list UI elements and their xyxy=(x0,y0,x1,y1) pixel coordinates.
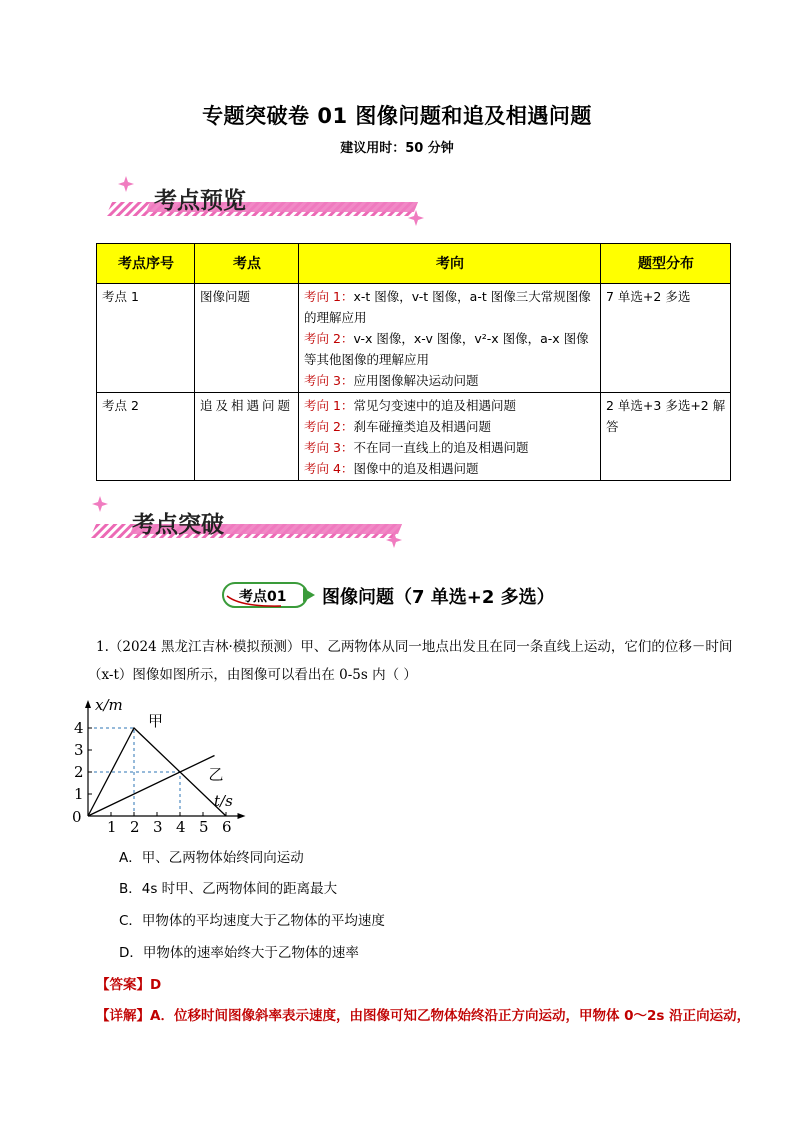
y-tick-label: 3 xyxy=(74,741,84,759)
series-line xyxy=(88,756,215,817)
series-label: 乙 xyxy=(208,765,224,784)
x-tick-label: 3 xyxy=(153,818,163,835)
y-axis-label: x/m xyxy=(95,696,123,714)
cell-topic: 图像问题 xyxy=(195,284,299,393)
x-tick-label: 2 xyxy=(130,818,140,835)
answer: 【答案】D xyxy=(96,977,162,993)
x-tick-label: 6 xyxy=(222,818,232,835)
direction-item: 考向 1：x-t 图像，v-t 图像，a-t 图像三大常规图像的理解应用 xyxy=(304,289,591,325)
origin-label: 0 xyxy=(72,808,82,826)
cell-directions xyxy=(299,393,601,481)
banner-decoration xyxy=(100,172,430,228)
direction-item: 考向 2：刹车碰撞类追及相遇问题 xyxy=(304,419,491,434)
table-header-row xyxy=(97,244,731,284)
banner-title: 考点突破 xyxy=(132,512,224,538)
sparkle-icon xyxy=(118,176,134,192)
x-tick-label: 5 xyxy=(199,818,209,835)
table-row xyxy=(97,284,731,393)
kaodian-tag xyxy=(221,580,317,610)
y-axis-arrow-icon xyxy=(85,700,91,708)
y-tick-label: 1 xyxy=(74,785,84,803)
table-row xyxy=(97,393,731,481)
y-tick-label: 2 xyxy=(74,763,84,781)
column-header: 考向 xyxy=(299,244,601,284)
breakthrough-banner xyxy=(84,494,414,550)
option-a: A．甲、乙两物体始终同向运动 xyxy=(119,850,304,866)
x-axis-label: t/s xyxy=(214,792,233,810)
cell-id: 考点 2 xyxy=(97,393,195,481)
direction-item: 考向 3：不在同一直线上的追及相遇问题 xyxy=(304,440,529,455)
cell-directions xyxy=(299,284,601,393)
series-label: 甲 xyxy=(148,712,164,730)
direction-item: 考向 2：v-x 图像，x-v 图像，v²-x 图像，a-x 图像等其他图像的理解应用 xyxy=(304,331,589,367)
question-stem: （x-t）图像如图所示，由图像可以看出在 0-5s 内（ ） xyxy=(88,667,417,683)
question-stem: 1.（2024 黑龙江吉林·模拟预测）甲、乙两物体从同一地点出发且在同一条直线上运动，它们的位移－时间 xyxy=(96,639,733,655)
explanation: 【详解】A．位移时间图像斜率表示速度，由图像可知乙物体始终沿正方向运动，甲物体 0～2s 沿正向运动， xyxy=(96,1008,751,1024)
direction-item: 考向 4：图像中的追及相遇问题 xyxy=(304,461,479,476)
sparkle-icon xyxy=(92,496,108,512)
option-c: C．甲物体的平均速度大于乙物体的平均速度 xyxy=(119,913,385,929)
tag-label: 考点01 xyxy=(239,589,287,605)
column-header: 考点序号 xyxy=(97,244,195,284)
overview-table xyxy=(96,243,731,481)
option-d: D．甲物体的速率始终大于乙物体的速率 xyxy=(119,945,359,961)
section-heading: 图像问题（7 单选+2 多选） xyxy=(322,587,555,608)
x-tick-label: 1 xyxy=(107,818,117,835)
option-b: B．4s 时甲、乙两物体间的距离最大 xyxy=(119,881,338,897)
cell-distribution: 2 单选+3 多选+2 解答 xyxy=(601,393,731,481)
y-tick-label: 4 xyxy=(74,719,84,737)
xt-graph xyxy=(62,690,272,835)
column-header: 题型分布 xyxy=(601,244,731,284)
direction-item: 考向 1：常见匀变速中的追及相遇问题 xyxy=(304,398,516,413)
cell-id: 考点 1 xyxy=(97,284,195,393)
page-title: 专题突破卷 01 图像问题和追及相遇问题 xyxy=(202,104,592,128)
x-tick-label: 4 xyxy=(176,818,186,835)
cell-distribution: 7 单选+2 多选 xyxy=(601,284,731,393)
x-axis-arrow-icon xyxy=(238,813,246,819)
preview-banner xyxy=(100,172,430,228)
suggested-time: 建议用时：50 分钟 xyxy=(340,141,454,156)
cell-topic: 追及相遇问题 xyxy=(195,393,299,481)
column-header: 考点 xyxy=(195,244,299,284)
direction-item: 考向 3：应用图像解决运动问题 xyxy=(304,373,479,388)
banner-title: 考点预览 xyxy=(154,188,246,214)
